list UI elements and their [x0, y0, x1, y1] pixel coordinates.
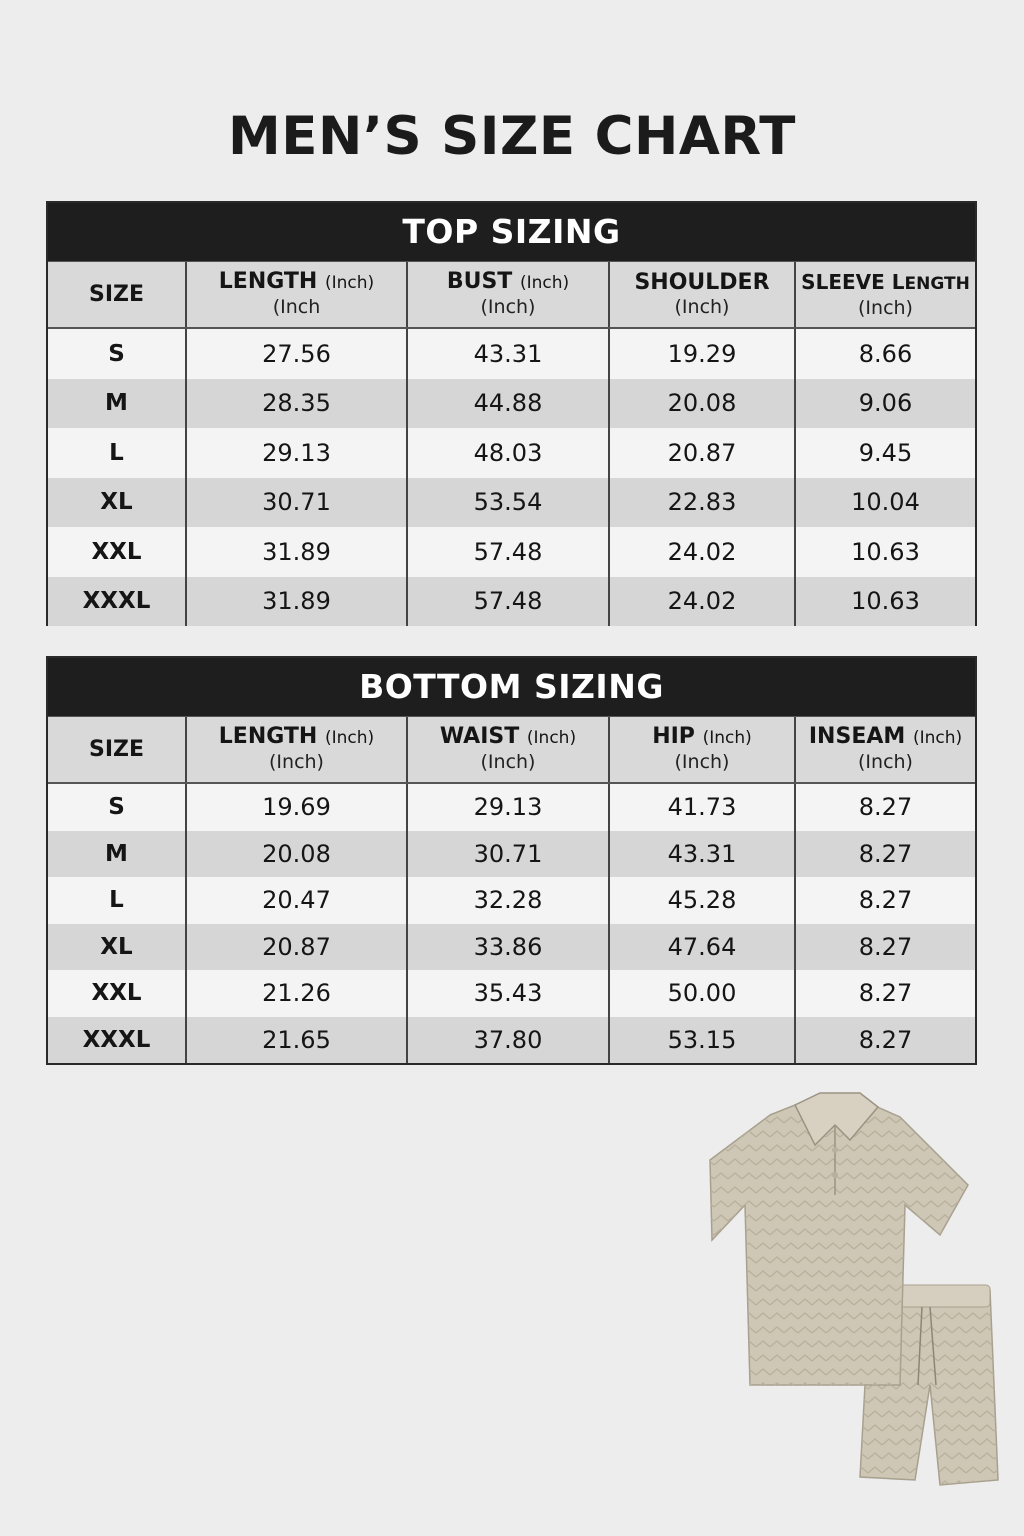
header-sleeve-length: SLEEVE LENGTH (Inch) [801, 269, 970, 319]
table-row [48, 428, 975, 478]
cell-length: 21.65 [187, 1017, 408, 1064]
cell-shoulder: 22.83 [610, 478, 796, 528]
cell-inseam: 8.27 [858, 793, 913, 822]
table-row [48, 1017, 975, 1064]
header-length: LENGTH (Inch) (Inch [187, 262, 408, 327]
cell-waist: 29.13 [408, 784, 610, 831]
cell-size: XXL [48, 970, 187, 1017]
cell-shoulder: 20.08 [610, 379, 796, 429]
table-row [48, 329, 975, 379]
cell-length: 28.35 [187, 379, 408, 429]
cell-hip: 50.00 [610, 970, 796, 1017]
cell-size: M [48, 831, 187, 878]
page-title: MEN’S SIZE CHART [228, 106, 796, 167]
cell-sleeve: 9.06 [858, 389, 913, 418]
table-row [48, 831, 975, 878]
table-row [48, 970, 975, 1017]
top-sizing-banner: TOP SIZING [48, 203, 975, 261]
cell-length: 21.26 [187, 970, 408, 1017]
polo-and-shorts-image [700, 1085, 1000, 1515]
cell-size: XXL [48, 527, 187, 577]
table-row [48, 478, 975, 528]
cell-size: L [48, 877, 187, 924]
cell-sleeve: 10.63 [851, 587, 920, 616]
bottom-sizing-banner: BOTTOM SIZING [48, 658, 975, 716]
cell-length: 31.89 [187, 577, 408, 627]
cell-shoulder: 19.29 [610, 329, 796, 379]
header-size: SIZE [48, 717, 187, 782]
cell-waist: 30.71 [408, 831, 610, 878]
top-sizing-table [46, 201, 977, 626]
cell-length: 31.89 [187, 527, 408, 577]
cell-size: S [48, 329, 187, 379]
cell-inseam: 8.27 [858, 979, 913, 1008]
bottom-header-row [48, 716, 975, 784]
table-row [48, 527, 975, 577]
cell-size: XL [48, 924, 187, 971]
cell-length: 19.69 [187, 784, 408, 831]
cell-bust: 43.31 [408, 329, 610, 379]
header-inseam: INSEAM (Inch) (Inch) [808, 724, 963, 773]
bottom-sizing-table [46, 656, 977, 1065]
table-row [48, 379, 975, 429]
table-row [48, 924, 975, 971]
cell-hip: 43.31 [610, 831, 796, 878]
cell-size: XL [48, 478, 187, 528]
table-row [48, 877, 975, 924]
cell-hip: 47.64 [610, 924, 796, 971]
cell-length: 30.71 [187, 478, 408, 528]
cell-bust: 53.54 [408, 478, 610, 528]
cell-inseam: 8.27 [858, 932, 913, 961]
cell-inseam: 8.27 [858, 839, 913, 868]
cell-hip: 45.28 [610, 877, 796, 924]
cell-waist: 32.28 [408, 877, 610, 924]
cell-inseam: 8.27 [858, 886, 913, 915]
cell-sleeve: 8.66 [858, 339, 913, 368]
table-row [48, 577, 975, 627]
cell-size: XXXL [48, 1017, 187, 1064]
table-row [48, 784, 975, 831]
cell-waist: 33.86 [408, 924, 610, 971]
cell-length: 20.08 [187, 831, 408, 878]
top-sizing-body [48, 329, 975, 626]
cell-length: 20.87 [187, 924, 408, 971]
cell-size: L [48, 428, 187, 478]
header-waist: WAIST (Inch) (Inch) [408, 717, 610, 782]
cell-length: 20.47 [187, 877, 408, 924]
cell-hip: 41.73 [610, 784, 796, 831]
cell-bust: 57.48 [408, 577, 610, 627]
header-size: SIZE [48, 262, 187, 327]
cell-shoulder: 24.02 [610, 527, 796, 577]
cell-hip: 53.15 [610, 1017, 796, 1064]
cell-sleeve: 10.04 [851, 488, 920, 517]
cell-sleeve: 10.63 [851, 537, 920, 566]
header-shoulder: SHOULDER (Inch) [610, 262, 796, 327]
header-bust: BUST (Inch) (Inch) [408, 262, 610, 327]
bottom-sizing-body [48, 784, 975, 1063]
cell-inseam: 8.27 [858, 1025, 913, 1054]
cell-waist: 35.43 [408, 970, 610, 1017]
cell-size: XXXL [48, 577, 187, 627]
cell-bust: 48.03 [408, 428, 610, 478]
header-length: LENGTH (Inch) (Inch) [187, 717, 408, 782]
cell-size: M [48, 379, 187, 429]
cell-shoulder: 24.02 [610, 577, 796, 627]
cell-length: 27.56 [187, 329, 408, 379]
cell-sleeve: 9.45 [858, 438, 913, 467]
header-hip: HIP (Inch) (Inch) [610, 717, 796, 782]
cell-bust: 44.88 [408, 379, 610, 429]
cell-bust: 57.48 [408, 527, 610, 577]
cell-waist: 37.80 [408, 1017, 610, 1064]
cell-length: 29.13 [187, 428, 408, 478]
cell-shoulder: 20.87 [610, 428, 796, 478]
top-header-row [48, 261, 975, 329]
cell-size: S [48, 784, 187, 831]
